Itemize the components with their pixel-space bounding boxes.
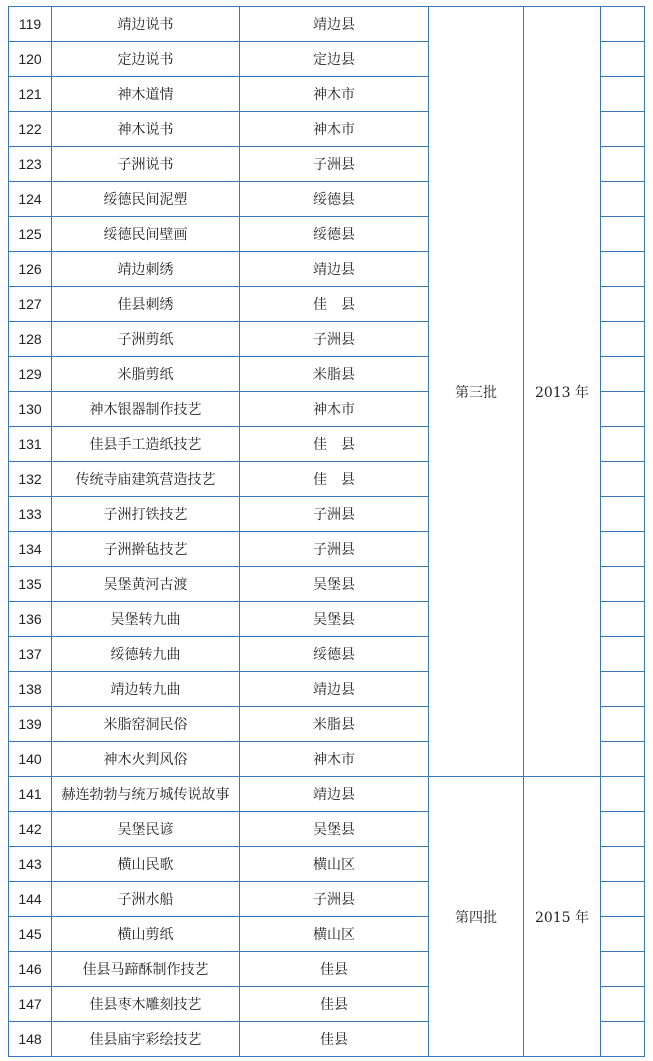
project-name: 绥德民间泥塑 bbox=[52, 182, 240, 217]
row-number: 129 bbox=[9, 357, 52, 392]
project-name: 定边说书 bbox=[52, 42, 240, 77]
region-name: 定边县 bbox=[240, 42, 429, 77]
region-name: 子洲县 bbox=[240, 532, 429, 567]
project-name: 神木道情 bbox=[52, 77, 240, 112]
row-number: 138 bbox=[9, 672, 52, 707]
region-name: 吴堡县 bbox=[240, 567, 429, 602]
empty-cell bbox=[601, 42, 645, 77]
project-name: 佳县庙宇彩绘技艺 bbox=[52, 1022, 240, 1057]
table-row bbox=[9, 7, 645, 42]
project-name: 靖边转九曲 bbox=[52, 672, 240, 707]
row-number: 121 bbox=[9, 77, 52, 112]
empty-cell bbox=[601, 217, 645, 252]
region-name: 靖边县 bbox=[240, 777, 429, 812]
region-name: 佳 县 bbox=[240, 462, 429, 497]
row-number: 133 bbox=[9, 497, 52, 532]
region-name: 佳 县 bbox=[240, 427, 429, 462]
region-name: 佳县 bbox=[240, 952, 429, 987]
region-name: 神木市 bbox=[240, 77, 429, 112]
region-name: 佳 县 bbox=[240, 287, 429, 322]
project-name: 横山剪纸 bbox=[52, 917, 240, 952]
region-name: 绥德县 bbox=[240, 637, 429, 672]
empty-cell bbox=[601, 287, 645, 322]
row-number: 147 bbox=[9, 987, 52, 1022]
project-name: 吴堡黄河古渡 bbox=[52, 567, 240, 602]
empty-cell bbox=[601, 7, 645, 42]
batch-year: 2015 年 bbox=[524, 777, 601, 1057]
empty-cell bbox=[601, 742, 645, 777]
project-name: 子洲剪纸 bbox=[52, 322, 240, 357]
row-number: 119 bbox=[9, 7, 52, 42]
region-name: 子洲县 bbox=[240, 322, 429, 357]
empty-cell bbox=[601, 1022, 645, 1057]
region-name: 神木市 bbox=[240, 112, 429, 147]
row-number: 128 bbox=[9, 322, 52, 357]
region-name: 神木市 bbox=[240, 742, 429, 777]
row-number: 142 bbox=[9, 812, 52, 847]
empty-cell bbox=[601, 637, 645, 672]
row-number: 125 bbox=[9, 217, 52, 252]
project-name: 佳县枣木雕刻技艺 bbox=[52, 987, 240, 1022]
row-number: 141 bbox=[9, 777, 52, 812]
empty-cell bbox=[601, 882, 645, 917]
region-name: 米脂县 bbox=[240, 357, 429, 392]
empty-cell bbox=[601, 567, 645, 602]
project-name: 吴堡转九曲 bbox=[52, 602, 240, 637]
project-name: 绥德转九曲 bbox=[52, 637, 240, 672]
table-body bbox=[9, 7, 645, 1057]
row-number: 148 bbox=[9, 1022, 52, 1057]
empty-cell bbox=[601, 427, 645, 462]
row-number: 127 bbox=[9, 287, 52, 322]
project-name: 传统寺庙建筑营造技艺 bbox=[52, 462, 240, 497]
empty-cell bbox=[601, 357, 645, 392]
empty-cell bbox=[601, 987, 645, 1022]
empty-cell bbox=[601, 147, 645, 182]
project-name: 佳县刺绣 bbox=[52, 287, 240, 322]
row-number: 146 bbox=[9, 952, 52, 987]
row-number: 143 bbox=[9, 847, 52, 882]
empty-cell bbox=[601, 77, 645, 112]
row-number: 134 bbox=[9, 532, 52, 567]
region-name: 佳县 bbox=[240, 987, 429, 1022]
empty-cell bbox=[601, 707, 645, 742]
region-name: 靖边县 bbox=[240, 7, 429, 42]
row-number: 137 bbox=[9, 637, 52, 672]
empty-cell bbox=[601, 392, 645, 427]
region-name: 横山区 bbox=[240, 847, 429, 882]
project-name: 米脂窑洞民俗 bbox=[52, 707, 240, 742]
batch-label: 第四批 bbox=[429, 777, 524, 1057]
row-number: 144 bbox=[9, 882, 52, 917]
empty-cell bbox=[601, 112, 645, 147]
empty-cell bbox=[601, 532, 645, 567]
heritage-list-table bbox=[8, 6, 645, 1057]
project-name: 子洲擀毡技艺 bbox=[52, 532, 240, 567]
row-number: 120 bbox=[9, 42, 52, 77]
empty-cell bbox=[601, 182, 645, 217]
project-name: 赫连勃勃与统万城传说故事 bbox=[52, 777, 240, 812]
project-name: 佳县手工造纸技艺 bbox=[52, 427, 240, 462]
project-name: 子洲说书 bbox=[52, 147, 240, 182]
region-name: 佳县 bbox=[240, 1022, 429, 1057]
batch-year: 2013 年 bbox=[524, 7, 601, 777]
row-number: 130 bbox=[9, 392, 52, 427]
project-name: 神木说书 bbox=[52, 112, 240, 147]
empty-cell bbox=[601, 847, 645, 882]
empty-cell bbox=[601, 252, 645, 287]
batch-label: 第三批 bbox=[429, 7, 524, 777]
region-name: 子洲县 bbox=[240, 882, 429, 917]
empty-cell bbox=[601, 812, 645, 847]
row-number: 122 bbox=[9, 112, 52, 147]
region-name: 子洲县 bbox=[240, 147, 429, 182]
row-number: 123 bbox=[9, 147, 52, 182]
project-name: 佳县马蹄酥制作技艺 bbox=[52, 952, 240, 987]
empty-cell bbox=[601, 952, 645, 987]
row-number: 132 bbox=[9, 462, 52, 497]
project-name: 靖边说书 bbox=[52, 7, 240, 42]
row-number: 145 bbox=[9, 917, 52, 952]
project-name: 绥德民间壁画 bbox=[52, 217, 240, 252]
row-number: 139 bbox=[9, 707, 52, 742]
region-name: 绥德县 bbox=[240, 217, 429, 252]
project-name: 米脂剪纸 bbox=[52, 357, 240, 392]
empty-cell bbox=[601, 917, 645, 952]
region-name: 神木市 bbox=[240, 392, 429, 427]
region-name: 吴堡县 bbox=[240, 602, 429, 637]
project-name: 吴堡民谚 bbox=[52, 812, 240, 847]
table-row bbox=[9, 777, 645, 812]
row-number: 136 bbox=[9, 602, 52, 637]
empty-cell bbox=[601, 322, 645, 357]
empty-cell bbox=[601, 462, 645, 497]
project-name: 神木银器制作技艺 bbox=[52, 392, 240, 427]
region-name: 靖边县 bbox=[240, 672, 429, 707]
empty-cell bbox=[601, 497, 645, 532]
region-name: 横山区 bbox=[240, 917, 429, 952]
project-name: 子洲水船 bbox=[52, 882, 240, 917]
project-name: 横山民歌 bbox=[52, 847, 240, 882]
row-number: 135 bbox=[9, 567, 52, 602]
empty-cell bbox=[601, 672, 645, 707]
region-name: 米脂县 bbox=[240, 707, 429, 742]
region-name: 靖边县 bbox=[240, 252, 429, 287]
region-name: 绥德县 bbox=[240, 182, 429, 217]
row-number: 124 bbox=[9, 182, 52, 217]
row-number: 140 bbox=[9, 742, 52, 777]
project-name: 子洲打铁技艺 bbox=[52, 497, 240, 532]
row-number: 131 bbox=[9, 427, 52, 462]
empty-cell bbox=[601, 777, 645, 812]
region-name: 子洲县 bbox=[240, 497, 429, 532]
empty-cell bbox=[601, 602, 645, 637]
region-name: 吴堡县 bbox=[240, 812, 429, 847]
project-name: 神木火判风俗 bbox=[52, 742, 240, 777]
row-number: 126 bbox=[9, 252, 52, 287]
project-name: 靖边刺绣 bbox=[52, 252, 240, 287]
